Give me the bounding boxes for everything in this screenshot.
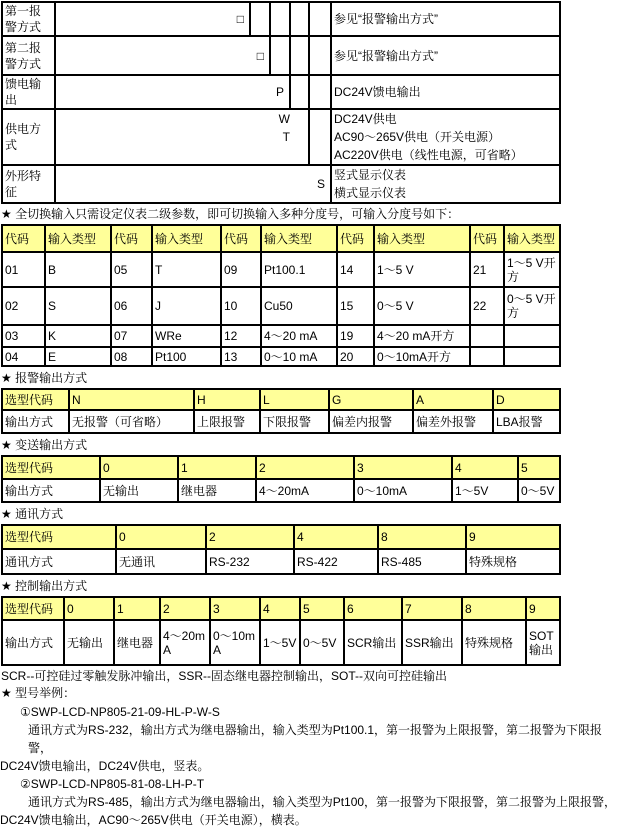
col-header: 0 bbox=[116, 525, 206, 549]
cell: 03 bbox=[2, 325, 45, 347]
table-header-row bbox=[2, 389, 560, 410]
table-row bbox=[2, 347, 560, 366]
cell: RS-422 bbox=[294, 549, 378, 574]
cell: 4～20 mA bbox=[261, 325, 337, 347]
scr-note: SCR--可控硅过零触发脉冲输出，SSR--固态继电器控制输出，SOT--双向可控硅输出 bbox=[1, 669, 447, 683]
col-header: 5 bbox=[518, 456, 560, 479]
cell: 07 bbox=[111, 325, 152, 347]
empty-cell bbox=[309, 109, 331, 165]
example-desc-line: DC24V馈电输出，DC24V供电，竖表。 bbox=[0, 759, 210, 773]
spec-desc bbox=[331, 109, 560, 165]
cell: 15 bbox=[337, 287, 374, 325]
cell: 01 bbox=[2, 252, 45, 287]
cell: 特殊规格 bbox=[466, 549, 560, 574]
cell: K bbox=[45, 325, 111, 347]
empty-cell bbox=[290, 75, 309, 109]
empty-cell bbox=[309, 2, 331, 36]
cell: T bbox=[152, 252, 221, 287]
cell: Cu50 bbox=[261, 287, 337, 325]
spec-desc-line: 横式显示仪表 bbox=[334, 186, 407, 200]
empty-cell bbox=[250, 2, 270, 36]
cell: 4～20mA bbox=[160, 620, 210, 665]
cell: 13 bbox=[221, 347, 261, 366]
col-header: 9 bbox=[526, 597, 560, 620]
col-header: 代码 bbox=[337, 225, 374, 252]
cell: RS-232 bbox=[206, 549, 294, 574]
cell bbox=[470, 347, 504, 366]
cell: 无输出 bbox=[64, 620, 114, 665]
col-header: 4 bbox=[452, 456, 518, 479]
example-model: ①SWP-LCD-NP805-21-09-HL-P-W-S bbox=[20, 705, 220, 719]
table-row bbox=[2, 620, 560, 665]
col-header: 输入类型 bbox=[504, 225, 560, 252]
cell: 4～20 mA开方 bbox=[374, 325, 470, 347]
cell: 04 bbox=[2, 347, 45, 366]
cell: 19 bbox=[337, 325, 374, 347]
col-header: H bbox=[194, 389, 260, 410]
col-header: 选型代码 bbox=[2, 389, 69, 410]
cell: 继电器 bbox=[114, 620, 160, 665]
spec-desc: DC24V馈电输出 bbox=[331, 75, 560, 109]
section-title-alarm: ★ 报警输出方式 bbox=[1, 371, 88, 385]
spec-desc bbox=[331, 165, 560, 203]
col-header: 0 bbox=[100, 456, 178, 479]
col-header: 代码 bbox=[470, 225, 504, 252]
col-header: 代码 bbox=[221, 225, 261, 252]
model-spec-table bbox=[1, 1, 561, 204]
col-header: D bbox=[493, 389, 560, 410]
cell: 输出方式 bbox=[2, 479, 100, 502]
col-header: 选型代码 bbox=[2, 456, 100, 479]
cell: 0～5 V bbox=[374, 287, 470, 325]
col-header: 6 bbox=[344, 597, 402, 620]
cell: 05 bbox=[111, 252, 152, 287]
cell: 偏差外报警 bbox=[413, 410, 493, 433]
spec-row-label: 第一报警方式 bbox=[2, 2, 55, 36]
example-model: ②SWP-LCD-NP805-81-08-LH-P-T bbox=[20, 777, 205, 791]
alarm-output-table bbox=[1, 388, 561, 434]
spec-code-cell: □ bbox=[55, 36, 270, 75]
spec-code: T bbox=[282, 130, 290, 144]
col-header: 3 bbox=[210, 597, 260, 620]
spec-desc: 参见“报警输出方式” bbox=[331, 2, 560, 36]
spec-row-alarm2 bbox=[2, 36, 560, 75]
cell: 通讯方式 bbox=[2, 549, 116, 574]
cell: 06 bbox=[111, 287, 152, 325]
col-header: L bbox=[260, 389, 329, 410]
col-header: 输入类型 bbox=[45, 225, 111, 252]
example-desc-line: DC24V馈电输出，AC90～265V供电（开关电源），横表。 bbox=[0, 813, 307, 827]
cell: Pt100.1 bbox=[261, 252, 337, 287]
cell: 09 bbox=[221, 252, 261, 287]
cell: 上限报警 bbox=[194, 410, 260, 433]
col-header: 8 bbox=[378, 525, 466, 549]
cell: 22 bbox=[470, 287, 504, 325]
spec-row-label: 供电方式 bbox=[2, 109, 55, 165]
cell: 输出方式 bbox=[2, 620, 64, 665]
section-title-transmit: ★ 变送输出方式 bbox=[1, 438, 88, 452]
cell: SSR输出 bbox=[402, 620, 462, 665]
spec-desc-line: 竖式显示仪表 bbox=[334, 168, 407, 182]
col-header: 7 bbox=[402, 597, 462, 620]
spec-desc-line: AC220V供电（线性电源，可省略） bbox=[334, 148, 523, 162]
col-header: 1 bbox=[114, 597, 160, 620]
cell: 02 bbox=[2, 287, 45, 325]
col-header: 选型代码 bbox=[2, 597, 64, 620]
transmit-output-table bbox=[1, 455, 561, 503]
example-desc-line: 通讯方式为RS-232，输出方式为继电器输出，输入类型为Pt100.1，第一报警为上限报警，第二报警为下限报警， bbox=[28, 723, 603, 755]
cell: 0～10 mA bbox=[261, 347, 337, 366]
empty-cell bbox=[270, 2, 290, 36]
table-header-row bbox=[2, 225, 560, 252]
col-header: 5 bbox=[300, 597, 344, 620]
spec-desc: 参见“报警输出方式” bbox=[331, 36, 560, 75]
cell: SCR输出 bbox=[344, 620, 402, 665]
table-row bbox=[2, 252, 560, 287]
section-title-control: ★ 控制输出方式 bbox=[1, 579, 88, 593]
col-header: 2 bbox=[256, 456, 354, 479]
spec-code-cell bbox=[55, 109, 309, 165]
col-header: A bbox=[413, 389, 493, 410]
cell: 继电器 bbox=[178, 479, 256, 502]
cell: E bbox=[45, 347, 111, 366]
col-header: 0 bbox=[64, 597, 114, 620]
cell: SOT输出 bbox=[526, 620, 560, 665]
cell: 偏差内报警 bbox=[329, 410, 413, 433]
cell: 0～5 V开方 bbox=[504, 287, 560, 325]
spec-row-alarm1 bbox=[2, 2, 560, 36]
control-output-table bbox=[1, 596, 561, 666]
cell: 14 bbox=[337, 252, 374, 287]
spec-desc-line: AC90～265V供电（开关电源） bbox=[334, 130, 501, 144]
spec-row-shape bbox=[2, 165, 560, 203]
col-header: 代码 bbox=[2, 225, 45, 252]
cell: 输出方式 bbox=[2, 410, 69, 433]
col-header: 选型代码 bbox=[2, 525, 116, 549]
examples-title: ★ 型号举例： bbox=[1, 686, 76, 700]
cell: 4～20mA bbox=[256, 479, 354, 502]
cell: 1～5V bbox=[452, 479, 518, 502]
section-title-comm: ★ 通讯方式 bbox=[1, 507, 64, 521]
cell: RS-485 bbox=[378, 549, 466, 574]
spec-row-label: 馈电输出 bbox=[2, 75, 55, 109]
comm-table bbox=[1, 524, 561, 575]
table-row bbox=[2, 325, 560, 347]
cell: 1～5V bbox=[260, 620, 300, 665]
table-header-row bbox=[2, 597, 560, 620]
spec-row-label: 第二报警方式 bbox=[2, 36, 55, 75]
cell: WRe bbox=[152, 325, 221, 347]
spec-code: W bbox=[278, 112, 290, 126]
cell: Pt100 bbox=[152, 347, 221, 366]
cell: 08 bbox=[111, 347, 152, 366]
empty-cell bbox=[309, 75, 331, 109]
cell: 0～10mA bbox=[354, 479, 452, 502]
input-note: ★ 全切换输入只需设定仪表二级参数，即可切换输入多种分度号，可输入分度号如下： bbox=[1, 207, 460, 221]
col-header: 2 bbox=[206, 525, 294, 549]
col-header: 输入类型 bbox=[152, 225, 221, 252]
col-header: 输入类型 bbox=[261, 225, 337, 252]
cell: 10 bbox=[221, 287, 261, 325]
col-header: 8 bbox=[462, 597, 526, 620]
input-type-table bbox=[1, 224, 561, 367]
table-header-row bbox=[2, 525, 560, 549]
col-header: 3 bbox=[354, 456, 452, 479]
col-header: 9 bbox=[466, 525, 560, 549]
col-header: 1 bbox=[178, 456, 256, 479]
cell: 0～5V bbox=[300, 620, 344, 665]
table-row bbox=[2, 287, 560, 325]
col-header: 4 bbox=[260, 597, 300, 620]
table-row bbox=[2, 479, 560, 502]
cell: LBA报警 bbox=[493, 410, 560, 433]
table-row bbox=[2, 410, 560, 433]
empty-cell bbox=[309, 36, 331, 75]
col-header: 代码 bbox=[111, 225, 152, 252]
example-desc-line: 通讯方式为RS-485，输出方式为继电器输出，输入类型为Pt100，第一报警为下限报警，第二报警为上限报警， bbox=[28, 795, 617, 809]
cell bbox=[504, 347, 560, 366]
spec-code-cell: □ bbox=[55, 2, 250, 36]
cell: 20 bbox=[337, 347, 374, 366]
cell: B bbox=[45, 252, 111, 287]
cell: 12 bbox=[221, 325, 261, 347]
col-header: G bbox=[329, 389, 413, 410]
cell: 无报警（可省略） bbox=[69, 410, 194, 433]
col-header: 输入类型 bbox=[374, 225, 470, 252]
col-header: 2 bbox=[160, 597, 210, 620]
cell: 0～5V bbox=[518, 479, 560, 502]
spec-row-power bbox=[2, 109, 560, 165]
cell: 1～5 V开方 bbox=[504, 252, 560, 287]
spec-code-cell: S bbox=[55, 165, 331, 203]
empty-cell bbox=[290, 36, 309, 75]
spec-code-cell: P bbox=[55, 75, 290, 109]
empty-cell bbox=[290, 2, 309, 36]
cell: 无通讯 bbox=[116, 549, 206, 574]
cell: 0～10mA bbox=[210, 620, 260, 665]
spec-desc-line: DC24V供电 bbox=[334, 112, 397, 126]
cell: 1～5 V bbox=[374, 252, 470, 287]
cell: 0～10mA开方 bbox=[374, 347, 470, 366]
cell bbox=[504, 325, 560, 347]
cell: 无输出 bbox=[100, 479, 178, 502]
table-row bbox=[2, 549, 560, 574]
cell: S bbox=[45, 287, 111, 325]
col-header: N bbox=[69, 389, 194, 410]
spec-row-feed bbox=[2, 75, 560, 109]
cell: 21 bbox=[470, 252, 504, 287]
col-header: 4 bbox=[294, 525, 378, 549]
cell bbox=[470, 325, 504, 347]
cell: 特殊规格 bbox=[462, 620, 526, 665]
cell: 下限报警 bbox=[260, 410, 329, 433]
cell: J bbox=[152, 287, 221, 325]
empty-cell bbox=[270, 36, 290, 75]
spec-row-label: 外形特征 bbox=[2, 165, 55, 203]
table-header-row bbox=[2, 456, 560, 479]
